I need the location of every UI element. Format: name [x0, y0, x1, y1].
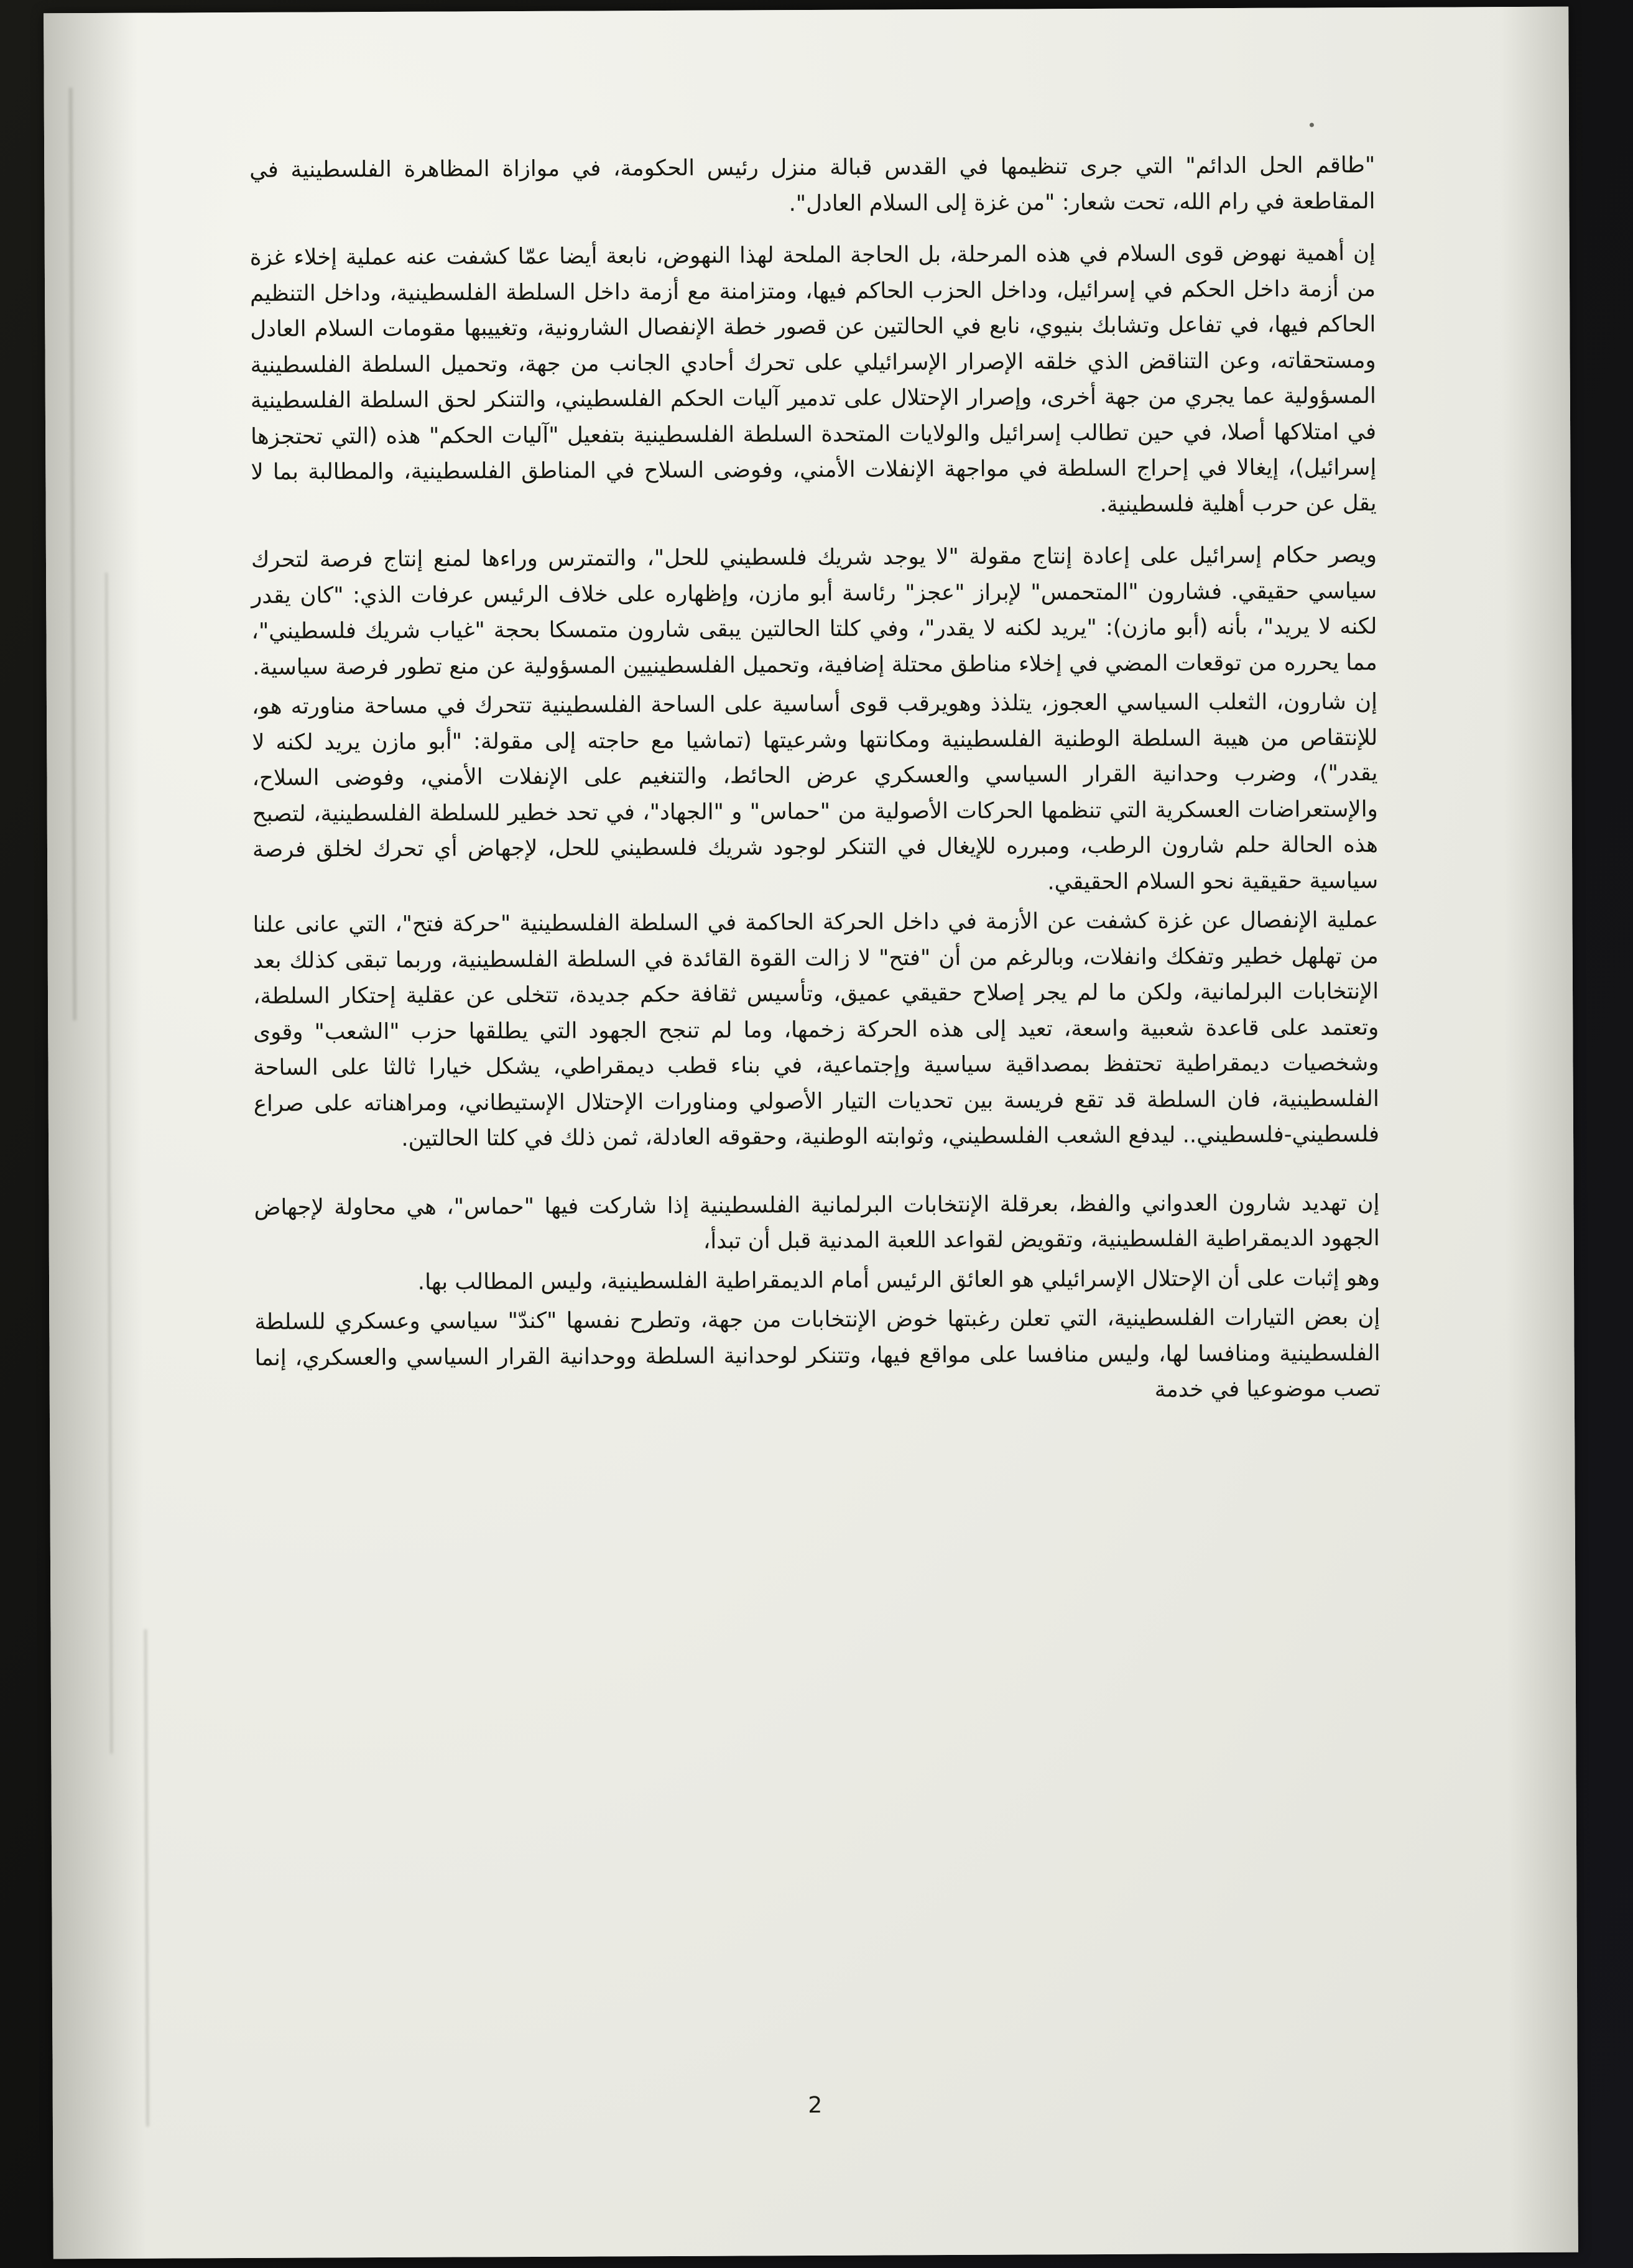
- paragraph: "طاقم الحل الدائم" التي جرى تنظيمها في القدس قبالة منزل رئيس الحكومة، في موازاة المظاهرة الفلسطينية في المقاطعة في رام الله، تحت شعار: "من غزة إلى السلام العادل".: [249, 152, 1376, 216]
- paper-smudge-3: [144, 1630, 149, 2127]
- paper-smudge-1: [69, 88, 77, 1020]
- ink-speck-1: [1310, 122, 1314, 127]
- paragraph: إن تهديد شارون العدواني والفظ، بعرقلة الإنتخابات البرلمانية الفلسطينية إذا شاركت فيها "حماس"، هي محاولة لإجهاض الجهود الديمقراطية الفلسطينية، وتقويض لقواعد اللعبة المدنية قبل أن تبدأ،: [254, 1189, 1380, 1254]
- paper-sheet: [44, 7, 1578, 2259]
- document-body: [249, 147, 1381, 1427]
- paragraph: إن أهمية نهوض قوى السلام في هذه المرحلة، بل الحاجة الملحة لهذا النهوض، نابعة أيضا عمّا كشفت عنه عملية إخلاء غزة من أزمة داخل الحكم في إسرائيل، وداخل الحزب الحاكم فيها، ومتزامنة مع أزمة داخل السلطة الفلسطينية، وداخل التنظيم الحاكم فيها، في تفاعل وتشابك بنيوي، نابع في الحالتين عن قصور خطة الإنفصال الشارونية، وتغييبها مقومات السلام العادل ومستحقاته، وعن التناقض الذي خلقه الإصرار الإسرائيلي على تحرك أحادي الجانب من جهة، وتحميل السلطة الفلسطينية المسؤولية عما يجري من جهة أخرى، وإصرار الإحتلال على تدمير آليات الحكم الفلسطيني، والتنكر لحق السلطة الفلسطينية في امتلاكها أصلا، في حين تطالب إسرائيل والولايات المتحدة السلطة الفلسطينية بتفعيل "آليات الحكم" هذه (التي تحتجزها إسرائيل)، إيغالا في إحراج السلطة في مواجهة الإنفلات الأمني، وفوضى السلاح في المناطق الفلسطينية، والمطالبة بما لا يقل عن حرب أهلية فلسطينية.: [249, 240, 1377, 517]
- paragraph: عملية الإنفصال عن غزة كشفت عن الأزمة في داخل الحركة الحاكمة في السلطة الفلسطينية "حركة فتح"، التي عانى علنا من تهلهل خطير وتفكك وانفلات، وبالرغم من أن "فتح" لا زالت القوة القائدة في السلطة الفلسطينية، وربما تبقى كذلك بعد الإنتخابات البرلمانية، ولكن ما لم يجر إصلاح حقيقي عميق، وتأسيس ثقافة حكم جديدة، تتخلى عن عقلية إحتكار السلطة، وتعتمد على قاعدة شعبية واسعة، تعيد إلى هذه الحركة زخمها، وما لم تنجح الجهود التي يطلقها حزب "الشعب" وقوى وشخصيات ديمقراطية تحتفظ بمصداقية سياسية وإجتماعية، في بناء قطب ديمقراطي، يشكل خيارا ثالثا على الساحة الفلسطينية، فان السلطة قد تقع فريسة بين تحديات التيار الأصولي ومناورات الإحتلال الإستيطاني، ومراهناته على صراع فلسطيني-فلسطيني.. ليدفع الشعب الفلسطيني، وثوابته الوطنية، وحقوقه العادلة، ثمن ذلك في كلتا الحالتين.: [252, 907, 1380, 1151]
- paper-smudge-2: [105, 573, 113, 1754]
- paragraph: ويصر حكام إسرائيل على إعادة إنتاج مقولة "لا يوجد شريك فلسطيني للحل"، والتمترس وراءها لمنع إنتاج فرصة لتحرك سياسي حقيقي. فشارون "المتحمس" لإبراز "عجز" رئاسة أبو مازن، وإظهاره على خلاف الرئيس عرفات الذي: "كان يقدر لكنه لا يريد"، بأنه (أبو مازن): "يريد لكنه لا يقدر"، وفي كلتا الحالتين يبقى شارون متمسكا بحجة "غياب شريك فلسطيني"، مما يحرره من توقعات المضي في إخلاء مناطق محتلة إضافية، وتحميل الفلسطينيين المسؤولية عن منع تطور فرصة سياسية.: [251, 542, 1377, 680]
- paragraph: إن بعض التيارات الفلسطينية، التي تعلن رغبتها خوض الإنتخابات من جهة، وتطرح نفسها "كندّ" سياسي وعسكري للسلطة الفلسطينية ومنافسا لها، وليس منافسا على مواقع فيها، وتتنكر لوحدانية السلطة ووحدانية القرار السياسي والعسكري، إنما تصب موضوعيا في خدمة: [254, 1304, 1381, 1403]
- paragraph: إن شارون، الثعلب السياسي العجوز، يتلذذ وهويرقب قوى أساسية على الساحة الفلسطينية تتحرك في مساحة مناورته هو، للإنتقاص من هيبة السلطة الوطنية الفلسطينية ومكانتها وشرعيتها (تماشيا مع حاجته إلى مقولة: "أبو مازن يريد لكنه لا يقدر")، وضرب وحدانية القرار السياسي والعسكري عرض الحائط، والتنغيم على الإنفلات الأمني، وفوضى السلاح، والإستعراضات العسكرية التي تنظمها الحركات الأصولية من "حماس" و "الجهاد"، في تحد خطير للسلطة الفلسطينية، لتصبح هذه الحالة حلم شارون الرطب، ومبرره للإيغال في التنكر لوجود شريك فلسطيني للحل، لإجهاض أي تحرك لخلق فرصة سياسية حقيقية نحو السلام الحقيقي.: [251, 689, 1379, 895]
- page-number: 2: [808, 2092, 823, 2119]
- paragraph: وهو إثبات على أن الإحتلال الإسرائيلي هو العائق الرئيس أمام الديمقراطية الفلسطينية، وليس المطالب بها.: [417, 1265, 1381, 1295]
